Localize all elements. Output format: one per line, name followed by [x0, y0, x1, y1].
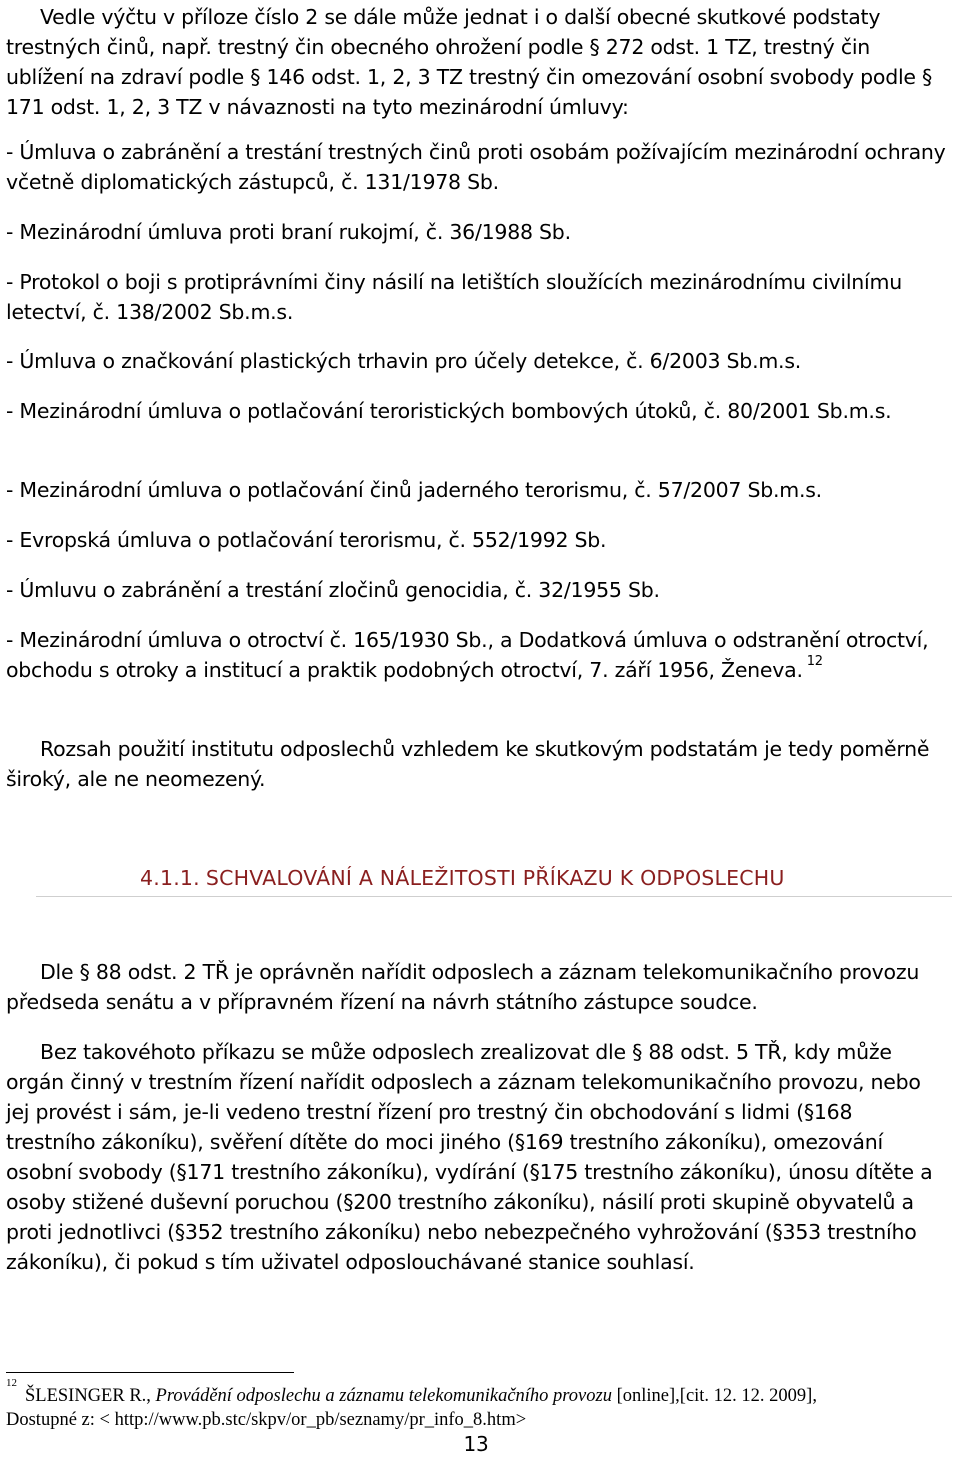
- paragraph-88-5: Bez takovéhoto příkazu se může odposlech zrealizovat dle § 88 odst. 5 TŘ, kdy může orgán činný v trestním řízení nařídit odposlech a záznam telekomunikačního provozu, nebo jej provést i sám, je-li vedeno trestní řízení pro trestný čin obchodování s lidmi (§168 trestního zákoníku), svěření dítěte do moci jiného (§169 trestního zákoníku), omezování osobní svobody (§171 trestního zákoníku), vydírání (§175 trestního zákoníku), únosu dítěte a osoby stižené duševní poruchou (§200 trestního zákoníku), násilí proti skupině obyvatelů a proti jednotlivci (§352 trestního zákoníku) nebo nebezpečného vyhrožování (§353 trestního zákoníku), či pokud s tím uživatel odposlouchávané stanice souhlasí.: [6, 1040, 933, 1274]
- convention-item: - Úmluvu o zabránění a trestání zločinů genocidia, č. 32/1955 Sb.: [6, 578, 660, 602]
- section-number: 4.1.1.: [140, 866, 200, 890]
- footnote-author: ŠLESINGER R.,: [25, 1386, 151, 1406]
- heading-divider: [36, 896, 952, 897]
- convention-item: - Mezinárodní úmluva o potlačování teroristických bombových útoků, č. 80/2001 Sb.m.s.: [6, 399, 892, 423]
- section-title: SCHVALOVÁNÍ A NÁLEŽITOSTI PŘÍKAZU K ODPOSLECHU: [205, 866, 785, 890]
- footnote-citation: [online],[cit. 12. 12. 2009],: [616, 1386, 817, 1406]
- intro-paragraph: Vedle výčtu v příloze číslo 2 se dále může jednat i o další obecné skutkové podstaty trestných činů, např. trestný čin obecného ohrožení podle § 272 odst. 1 TZ, trestný čin ublížení na zdraví podle § 146 odst. 1, 2, 3 TZ trestný čin omezování osobní svobody podle § 171 odst. 1, 2, 3 TZ v návaznosti na tyto mezinárodní úmluvy:: [6, 5, 933, 119]
- footnote-number: 12: [6, 1376, 17, 1389]
- slavery-text: - Mezinárodní úmluva o otroctví č. 165/1930 Sb., a Dodatková úmluva o odstranění otroctví, obchodu s otroky a institucí a praktik podobných otroctví, 7. září 1956, Ženeva.: [6, 628, 929, 682]
- convention-item: - Mezinárodní úmluva proti braní rukojmí, č. 36/1988 Sb.: [6, 220, 571, 244]
- footnote-reference[interactable]: 12: [806, 654, 823, 669]
- page-number: 13: [463, 1432, 489, 1456]
- footnote-divider: [6, 1372, 294, 1373]
- paragraph-88-2: Dle § 88 odst. 2 TŘ je oprávněn nařídit odposlech a záznam telekomunikačního provozu předseda senátu a v přípravném řízení na návrh státního zástupce soudce.: [6, 960, 920, 1014]
- convention-item: - Úmluva o zabránění a trestání trestných činů proti osobám požívajícím mezinárodní ochrany včetně diplomatických zástupců, č. 131/1978 Sb.: [6, 140, 946, 194]
- footnote-line-1: [6, 1376, 946, 1408]
- convention-item: - Mezinárodní úmluva o potlačování činů jaderného terorismu, č. 57/2007 Sb.m.s.: [6, 478, 822, 502]
- convention-item-slavery: [6, 625, 946, 685]
- footnote: [6, 1376, 946, 1432]
- footnote-title: Provádění odposlechu a záznamu telekomunikačního provozu: [155, 1386, 612, 1406]
- convention-item: - Úmluva o značkování plastických trhavin pro účely detekce, č. 6/2003 Sb.m.s.: [6, 349, 802, 373]
- scope-paragraph: Rozsah použití institutu odposlechů vzhledem ke skutkovým podstatám je tedy poměrně široký, ale ne neomezený.: [6, 737, 930, 791]
- convention-item: - Evropská úmluva o potlačování terorismu, č. 552/1992 Sb.: [6, 528, 607, 552]
- footnote-available[interactable]: Dostupné z: < http://www.pb.stc/skpv/or_pb/seznamy/pr_info_8.htm>: [6, 1410, 527, 1430]
- convention-item: - Protokol o boji s protiprávními činy násilí na letištích sloužících mezinárodnímu civilnímu letectví, č. 138/2002 Sb.m.s.: [6, 270, 902, 324]
- section-heading: [140, 863, 785, 893]
